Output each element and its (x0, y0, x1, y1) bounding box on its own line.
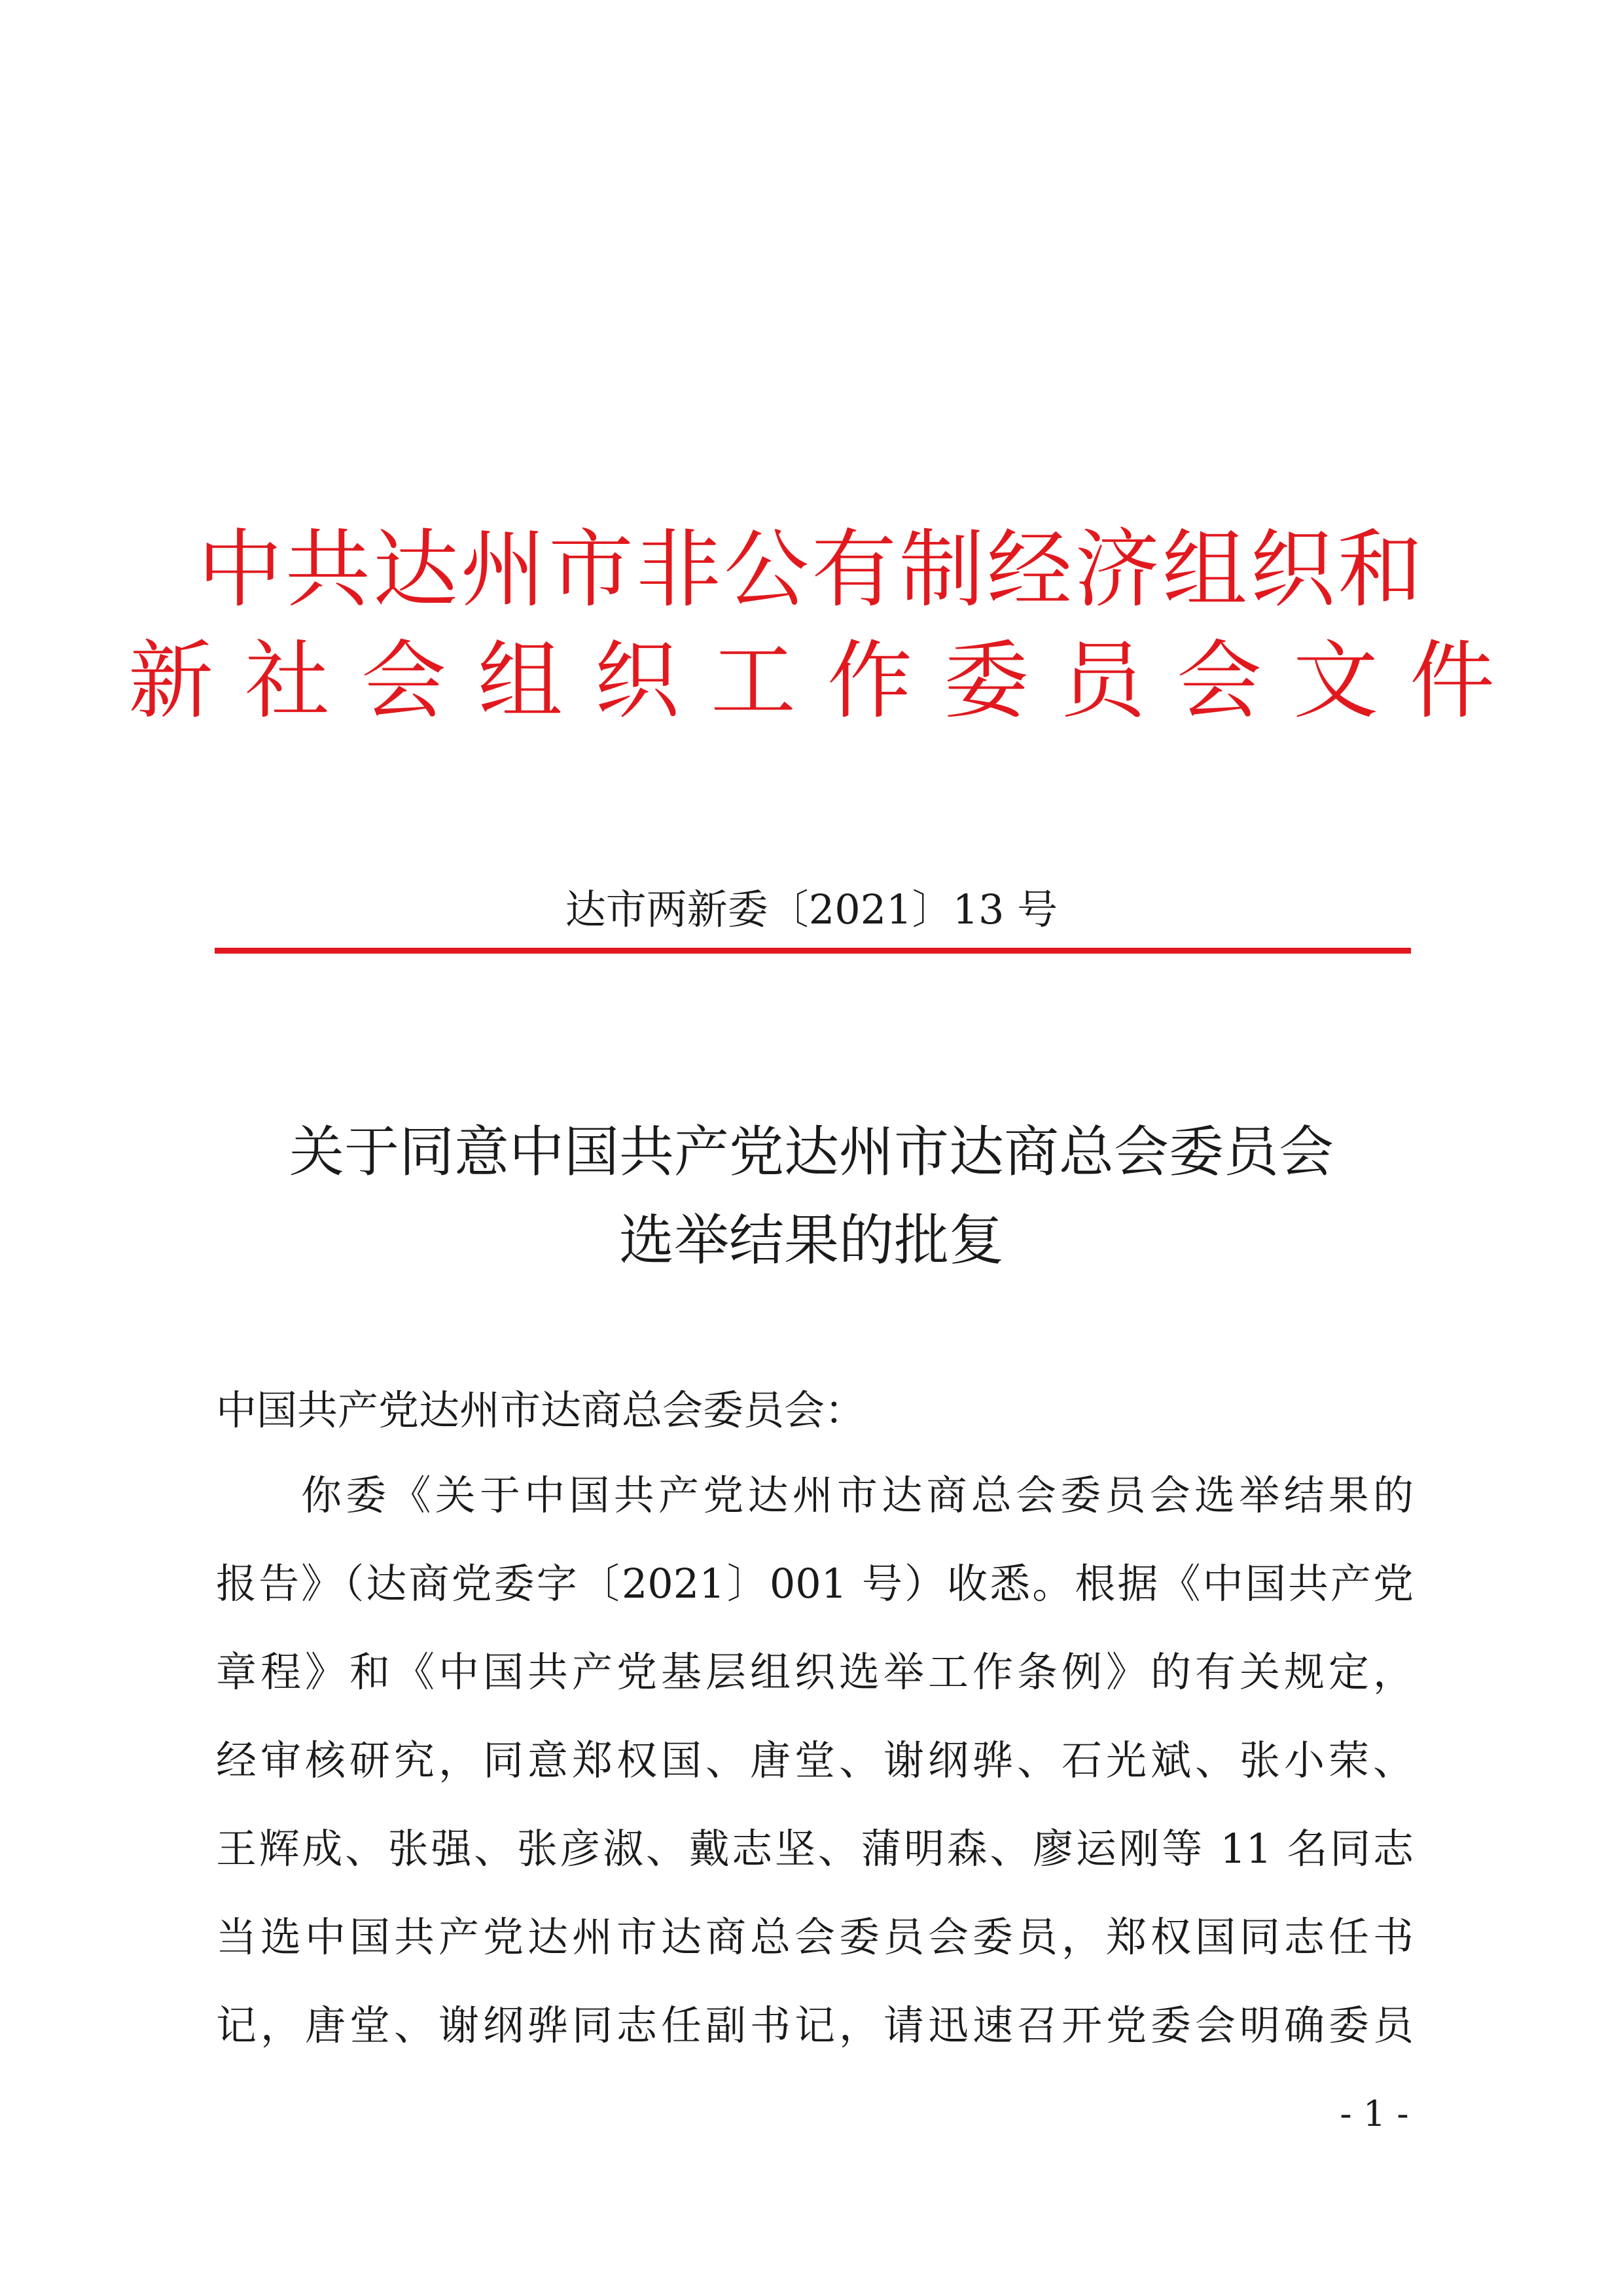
issuing-authority-header-line-2: 新社会组织工作委员会文件 (128, 631, 1526, 730)
issuing-authority-header-line-1: 中共达州市非公有制经济组织和 (197, 520, 1425, 619)
body-line-2: 报告》（达商党委字〔2021〕001 号）收悉。根据《中国共产党 (216, 1560, 1414, 1607)
document-number: 达市两新委〔2021〕13 号 (565, 886, 1058, 933)
document-title-line-1: 关于同意中国共产党达州市达商总会委员会 (289, 1120, 1334, 1184)
page-number: - 1 - (1340, 2093, 1409, 2134)
salutation: 中国共产党达州市达商总会委员会： (216, 1386, 866, 1434)
document-title-line-2: 选举结果的批复 (618, 1208, 1004, 1272)
body-line-4: 经审核研究，同意郑权国、唐堂、谢纲骅、石光斌、张小荣、 (216, 1736, 1414, 1784)
body-line-7: 记，唐堂、谢纲骅同志任副书记，请迅速召开党委会明确委员 (216, 2001, 1414, 2049)
body-line-3: 章程》和《中国共产党基层组织选举工作条例》的有关规定， (216, 1648, 1414, 1696)
body-line-6: 当选中国共产党达州市达商总会委员会委员，郑权国同志任书 (216, 1913, 1414, 1961)
body-line-1: 你委《关于中国共产党达州市达商总会委员会选举结果的 (301, 1471, 1414, 1519)
body-line-5: 王辉成、张强、张彦淑、戴志坚、蒲明森、廖运刚等 11 名同志 (216, 1825, 1414, 1873)
red-separator-rule (215, 948, 1411, 954)
